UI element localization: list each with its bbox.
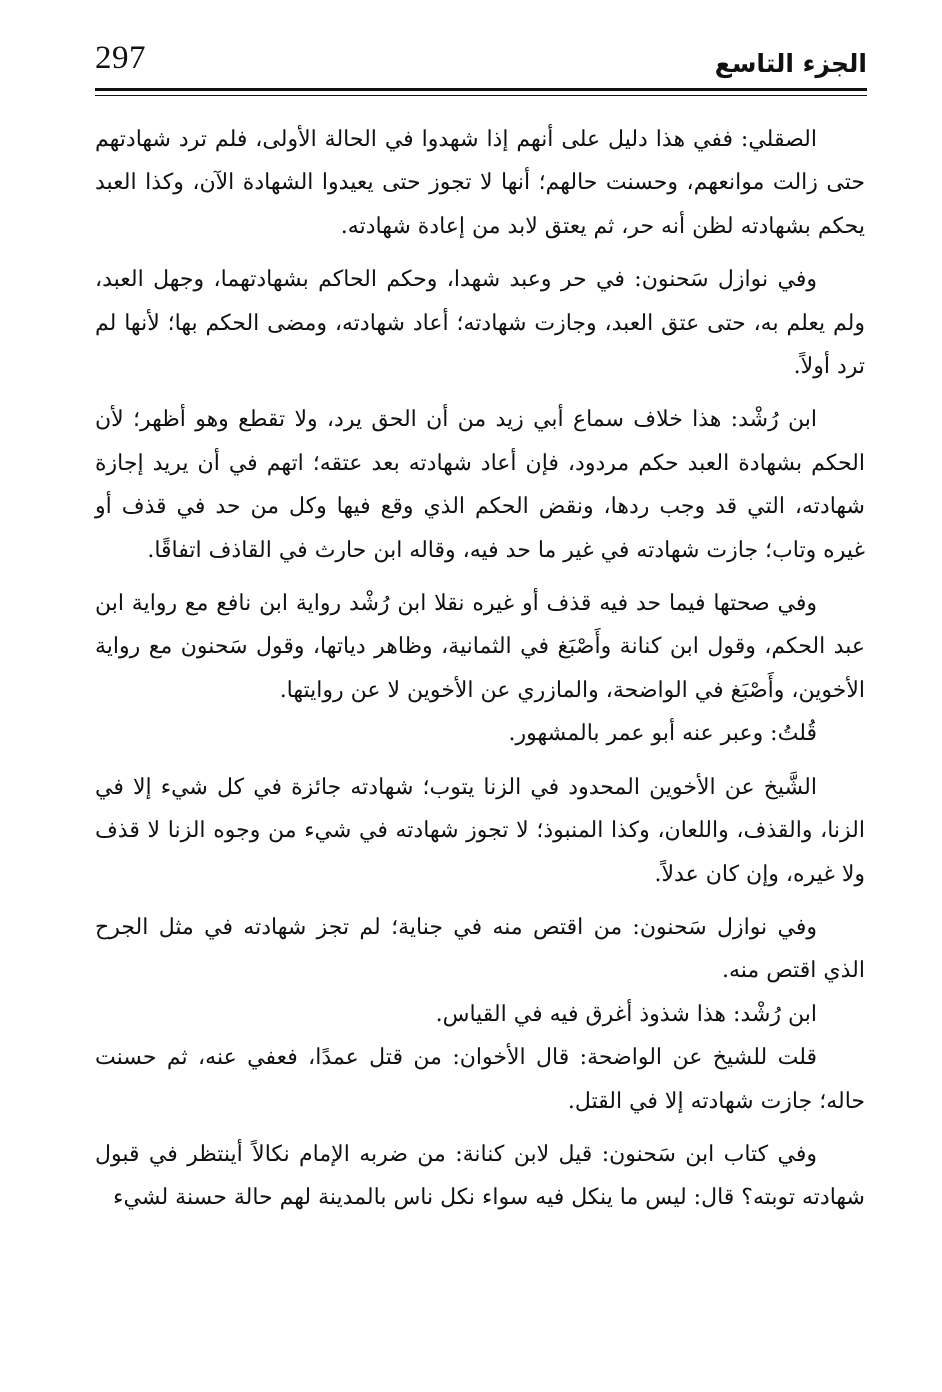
paragraph: ابن رُشْد: هذا شذوذ أغرق فيه في القياس. — [435, 1001, 817, 1027]
body-text — [95, 118, 865, 1220]
page-number: 297 — [95, 40, 146, 76]
paragraph: وفي نوازل سَحنون: في حر وعبد شهدا، وحكم الحاكم بشهادتهما، وجهل العبد، ولم يعلم به، حتى عتق العبد، وجازت شهادته؛ أعاد شهادته، ومضى الحكم بها؛ لأنها لم ترد أولاً. — [95, 267, 865, 380]
page-header — [95, 38, 867, 90]
paragraph: ابن رُشْد: هذا خلاف سماع أبي زيد من أن الحق يرد، ولا تقطع وهو أظهر؛ لأن الحكم بشهادة العبد حكم مردود، فإن أعاد شهادته بعد عتقه؛ اتهم في أن يريد إجازة شهادته، التي قد وجب ردها، ونقض الحكم الذي وقع فيها وكل من حد في قذف أو غيره وتاب؛ جازت شهادته في غير ما حد فيه، وقاله ابن حارث في القاذف اتفاقًا. — [95, 407, 865, 563]
header-rule-thick — [95, 88, 867, 91]
paragraph: الشَّيخ عن الأخوين المحدود في الزنا يتوب؛ شهادته جائزة في كل شيء إلا في الزنا، والقذف، واللعان، وكذا المنبوذ؛ لا تجوز شهادته في شيء من وجوه الزنا لا قذف ولا غيره، وإن كان عدلاً. — [95, 774, 865, 887]
paragraph: وفي صحتها فيما حد فيه قذف أو غيره نقلا ابن رُشْد رواية ابن نافع مع رواية ابن عبد الحكم، وقول ابن كنانة وأَصْبَغ في الثمانية، وظاهر دياتها، وقول سَحنون مع رواية الأخوين، وأَصْبَغ في الواضحة، والمازري عن الأخوين لا عن روايتها. — [95, 591, 865, 703]
paragraph: قلت للشيخ عن الواضحة: قال الأخوان: من قتل عمدًا، فعفي عنه، ثم حسنت حاله؛ جازت شهادته إلا في القتل. — [95, 1045, 865, 1114]
header-rule-thin — [95, 95, 867, 96]
paragraph: وفي كتاب ابن سَحنون: قيل لابن كنانة: من ضربه الإمام نكالاً أينتظر في قبول شهادته توبته؟ قال: ليس ما ينكل فيه سواء نكل ناس بالمدينة لهم حالة حسنة لشيء — [95, 1141, 865, 1211]
paragraph: وفي نوازل سَحنون: من اقتص منه في جناية؛ لم تجز شهادته في مثل الجرح الذي اقتص منه. — [95, 914, 865, 984]
running-title: الجزء التاسع — [714, 49, 867, 78]
paragraph: قُلتُ: وعبر عنه أبو عمر بالمشهور. — [508, 721, 817, 747]
paragraph: الصقلي: ففي هذا دليل على أنهم إذا شهدوا في الحالة الأولى، فلم ترد شهادتهم حتى زالت موانعهم، وحسنت حالهم؛ أنها لا تجوز حتى يعيدوا الشهادة الآن، وكذا العبد يحكم بشهادته لظن أنه حر، ثم يعتق لابد من إعادة شهادته. — [95, 127, 865, 239]
